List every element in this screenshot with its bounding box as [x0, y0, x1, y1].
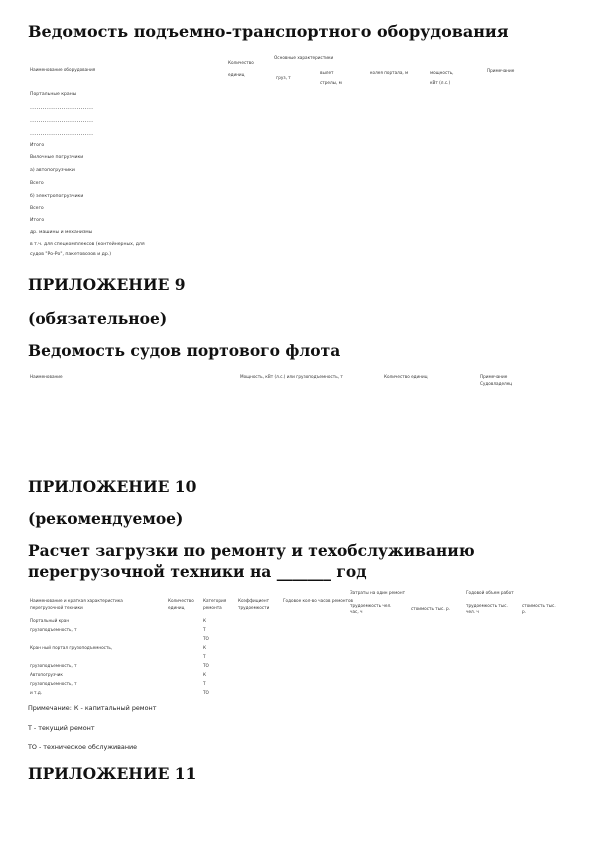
col-header-boom-l1: вылет: [320, 70, 334, 75]
list-item: Итого: [30, 218, 45, 223]
list-item: ..............................: [30, 104, 94, 111]
appendix-9-label: ПРИЛОЖЕНИЕ 9: [28, 275, 186, 294]
table-cell-name: грузоподъемность, т: [30, 627, 77, 632]
appendix-10-qualifier: (рекомендуемое): [28, 509, 184, 528]
table-cell-category: Т: [203, 681, 206, 686]
note-line: Примечание: К - капитальный ремонт: [28, 704, 157, 712]
col-header-repair-costs: Затраты на один ремонт: [350, 590, 406, 595]
appendix-11-label: ПРИЛОЖЕНИЕ 11: [28, 764, 197, 783]
col-header-quantity: Количество единиц: [384, 374, 428, 379]
table-cell-category: ТО: [203, 636, 209, 641]
col-header-quantity-l2: единиц: [168, 605, 185, 610]
note-line: ТО - техническое обслуживание: [28, 743, 138, 751]
appendix-9-title: Ведомость судов портового флота: [28, 341, 341, 360]
col-header-name: Наименование: [30, 374, 63, 379]
col-header-repair-cost: стоимость тыс. р.: [411, 606, 450, 611]
col-header-note: Примечание: [480, 374, 508, 379]
table-cell-name: грузоподъемность, т: [30, 663, 77, 668]
col-header-repair-labor-l1: трудоемкость чел.: [350, 603, 392, 608]
list-item: Всего: [30, 206, 44, 211]
appendix-9-qualifier: (обязательное): [28, 309, 168, 328]
table-cell-category: К: [203, 645, 206, 650]
col-header-category-l2: ремонта: [203, 605, 222, 610]
col-header-boom-l2: стрелы, м: [320, 80, 342, 85]
col-header-name: Наименование оборудования: [30, 67, 96, 72]
col-header-annual-cost-l1: стоимость тыс.: [522, 603, 556, 608]
list-item: Вилочные погрузчики: [30, 155, 84, 160]
list-item: б) электропогрузчики: [30, 194, 84, 199]
note-line: Т - текущий ремонт: [28, 724, 95, 732]
col-header-power: Мощность, кВт (л.с.) или грузоподъемность, т: [240, 374, 343, 379]
table-cell-name: Автопогрузчик: [30, 672, 63, 677]
appendix-10-title-line-1: Расчет загрузки по ремонту и техобслуживанию: [28, 541, 475, 560]
col-header-repair-labor-l2: час, ч: [350, 609, 363, 614]
col-header-annual-cost-l2: р.: [522, 609, 526, 614]
list-item: в т.ч. для спецкомплексов (контейнерных, для: [30, 242, 145, 247]
list-item: Итого: [30, 143, 45, 148]
col-header-power-l2: кВт (л.с.): [430, 80, 451, 85]
list-item: Портальные краны: [30, 92, 77, 97]
list-item: ..............................: [30, 130, 94, 137]
col-header-coefficient-l2: трудоемкости: [238, 605, 270, 610]
table-cell-name: и т.д.: [30, 690, 43, 695]
section-title: Ведомость подъемно-транспортного оборудования: [28, 22, 509, 41]
col-header-track: колея портала, м: [370, 70, 409, 75]
col-header-power-l1: мощность,: [430, 70, 454, 75]
table-cell-category: К: [203, 672, 206, 677]
table-cell-name: грузоподъемность, т: [30, 681, 77, 686]
col-header-owner: Судовладелец: [480, 381, 513, 386]
appendix-10-title-line-2: перегрузочной техники на _______ год: [28, 562, 367, 581]
table-cell-name: Портальный кран: [30, 618, 70, 623]
col-header-coefficient-l1: Коэффициент: [238, 598, 270, 603]
col-header-quantity-l1: Количество: [228, 60, 254, 65]
col-header-annual-labor-l1: трудоемкость тыс.: [466, 603, 508, 608]
table-cell-category: ТО: [203, 663, 209, 668]
col-header-quantity-l1: Количество: [168, 598, 194, 603]
table-cell-category: К: [203, 618, 206, 623]
col-header-annual-volume: Годовой объем работ: [466, 590, 514, 595]
table-cell-category: Т: [203, 654, 206, 659]
col-header-name-l2: перегрузочной техники: [30, 605, 83, 610]
list-item: судов "Ро-Ро", пакетовозов и др.): [30, 252, 111, 257]
col-header-annual-count: Годовое кол-во часов ремонтов: [283, 598, 354, 603]
col-header-annual-labor-l2: чел. ч: [466, 609, 479, 614]
list-item: а) автопогрузчики: [30, 168, 75, 173]
col-header-cargo: груз, т: [276, 75, 291, 80]
table-cell-category: ТО: [203, 690, 209, 695]
table-cell-category: Т: [203, 627, 206, 632]
col-header-category-l1: Категория: [203, 598, 227, 603]
table-cell-name: Кран ный портал грузоподъемность,: [30, 645, 113, 650]
appendix-10-label: ПРИЛОЖЕНИЕ 10: [28, 477, 197, 496]
col-header-note: Примечание: [487, 68, 515, 73]
list-item: др. машины и механизмы: [30, 230, 93, 235]
col-header-main-characteristics: Основные характеристики: [274, 55, 334, 60]
list-item: ..............................: [30, 117, 94, 124]
col-header-quantity-l2: единиц: [228, 72, 245, 77]
list-item: Всего: [30, 181, 44, 186]
col-header-name-l1: Наименование и краткая характеристика: [30, 598, 123, 603]
